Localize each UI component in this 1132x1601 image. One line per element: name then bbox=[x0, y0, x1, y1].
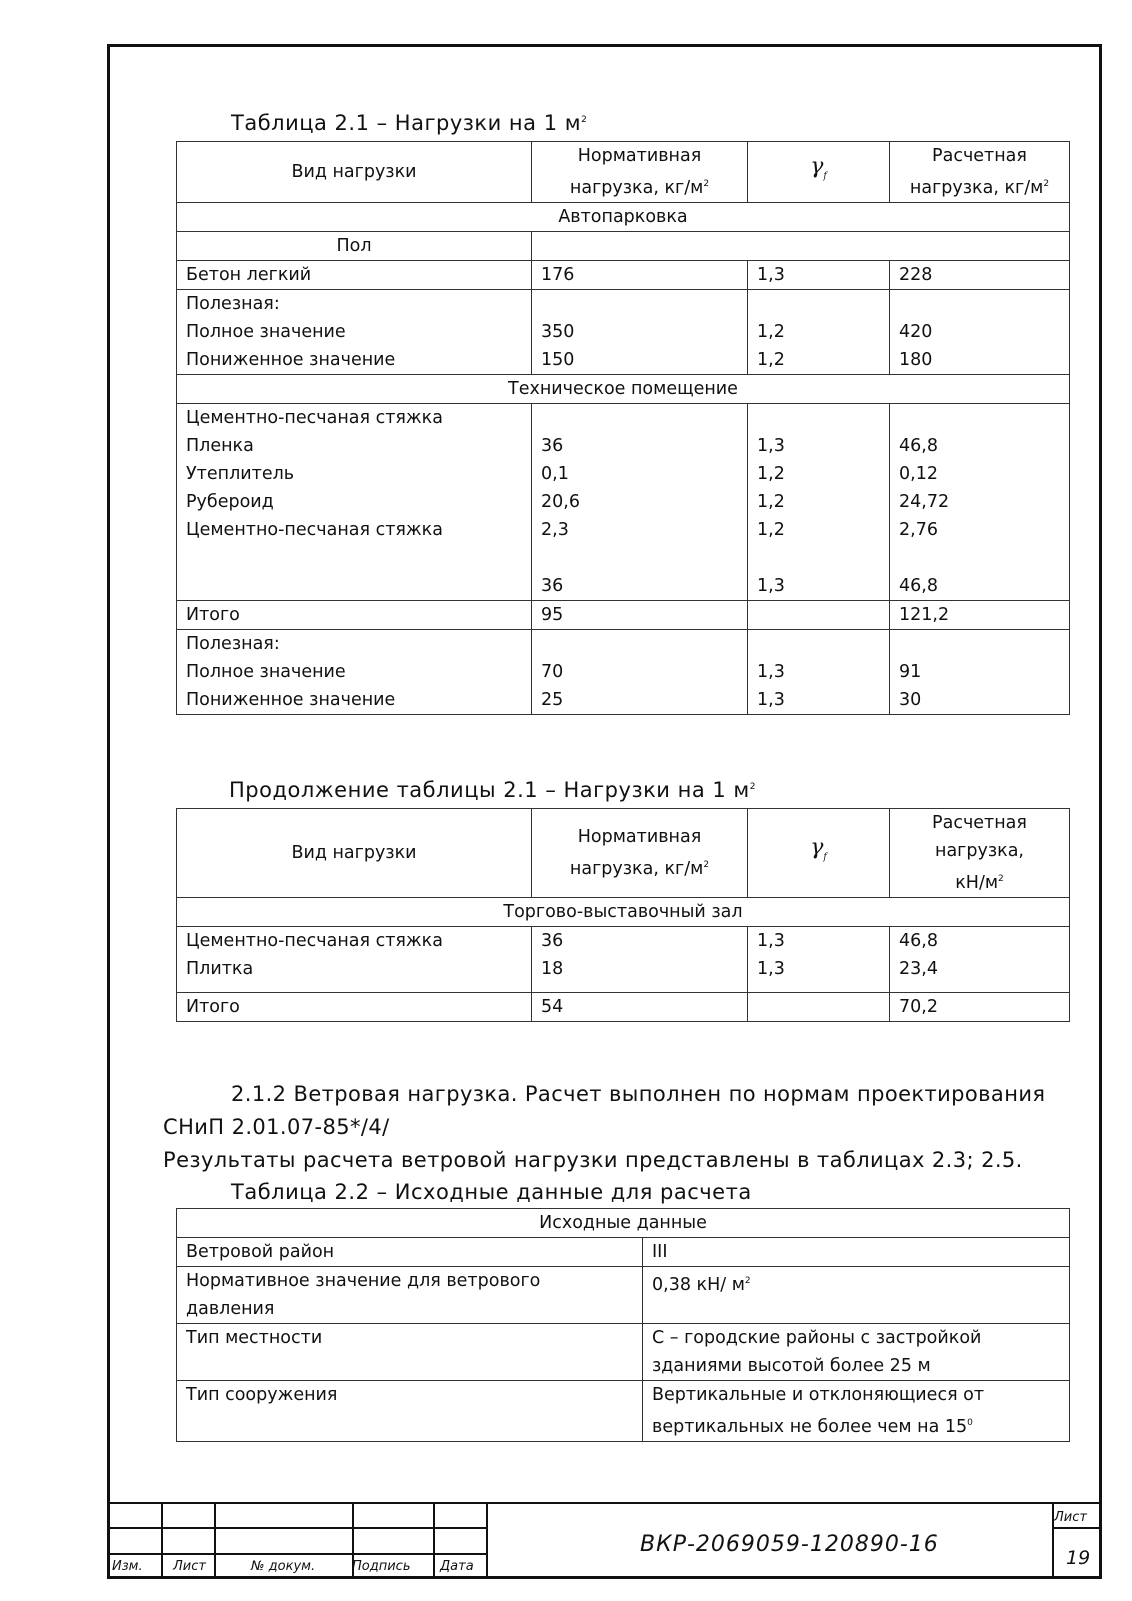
table-2-1-continued bbox=[176, 808, 1070, 1022]
header-gamma: $\gamma_f$ bbox=[748, 809, 890, 898]
table-row: Тип местности С – городские районы с застройкой зданиями высотой более 25 м bbox=[177, 1324, 1070, 1381]
paragraph-line-1: 2.1.2 Ветровая нагрузка. Расчет выполнен по нормам проектирования bbox=[231, 1082, 1046, 1106]
table-row: Полезная: Полное значение Пониженное значение 350 150 1,2 1,2 420 180 bbox=[177, 289, 1070, 374]
header-type: Вид нагрузки bbox=[177, 142, 532, 203]
header-normative: Нормативная нагрузка, $кг/м^2$ bbox=[532, 809, 748, 898]
table1-caption: Таблица 2.1 – Нагрузки на 1 $м^2$ bbox=[231, 111, 588, 135]
section-floor: Пол bbox=[177, 231, 532, 260]
sheet-number: 19 bbox=[1066, 1547, 1091, 1569]
table2-header: Исходные данные bbox=[177, 1209, 1070, 1238]
paragraph-line-3: Результаты расчета ветровой нагрузки представлены в таблицах 2.3; 2.5. bbox=[163, 1148, 1023, 1172]
stamp-label-doc: № докум. bbox=[251, 1559, 316, 1574]
table1b-caption: Продолжение таблицы 2.1 – Нагрузки на 1 $м^2$ bbox=[229, 778, 757, 802]
table-row-total: Итого 95 121,2 bbox=[177, 600, 1070, 629]
table-row: Полезная: Полное значение Пониженное значение 70 25 1,3 1,3 91 30 bbox=[177, 629, 1070, 714]
table-row: Цементно-песчаная стяжка Плитка 36 18 1,3 1,3 46,8 23,4 bbox=[177, 926, 1070, 992]
table-row: Бетон легкий 176 1,3 228 bbox=[177, 260, 1070, 289]
stamp-label-date: Дата bbox=[440, 1559, 474, 1574]
table2-caption: Таблица 2.2 – Исходные данные для расчета bbox=[231, 1180, 752, 1204]
sheet-label: Лист bbox=[1054, 1510, 1087, 1525]
table-row-total: Итого 54 70,2 bbox=[177, 992, 1070, 1021]
section-trade-hall: Торгово-выставочный зал bbox=[177, 897, 1070, 926]
stamp-label-signature: Подпись bbox=[352, 1559, 411, 1574]
paragraph-line-2: СНиП 2.01.07-85*/4/ bbox=[163, 1115, 390, 1139]
header-design: Расчетная нагрузка, $кН/м^2$ bbox=[890, 809, 1070, 898]
table-row: Ветровой район III bbox=[177, 1238, 1070, 1267]
header-type: Вид нагрузки bbox=[177, 809, 532, 898]
document-code: ВКР-2069059-120890-16 bbox=[640, 1532, 939, 1557]
stamp-label-sheet: Лист bbox=[173, 1559, 206, 1574]
stamp-label-change: Изм. bbox=[112, 1559, 143, 1574]
section-parking: Автопарковка bbox=[177, 202, 1070, 231]
header-design: Расчетная нагрузка, $кг/м^2$ bbox=[890, 142, 1070, 203]
table-row: Нормативное значение для ветрового давления 0,38 кН/ $м^2$ bbox=[177, 1267, 1070, 1324]
header-normative: Нормативная нагрузка, $кг/м^2$ bbox=[532, 142, 748, 203]
table-2-2 bbox=[176, 1208, 1070, 1442]
header-gamma: $\gamma_f$ bbox=[748, 142, 890, 203]
table-row: Тип сооружения Вертикальные и отклоняющиеся от вертикальных не более чем на $15^0$ bbox=[177, 1381, 1070, 1442]
table-2-1 bbox=[176, 141, 1070, 715]
section-technical: Техническое помещение bbox=[177, 374, 1070, 403]
table-row: Цементно-песчаная стяжка Пленка Утеплитель Рубероид Цементно-песчаная стяжка 36 0,1 20,6 2,3 36 1,3 1,2 1,2 1,2 1,3 46,8 0,12 24,72 2,76 46,8 bbox=[177, 403, 1070, 600]
